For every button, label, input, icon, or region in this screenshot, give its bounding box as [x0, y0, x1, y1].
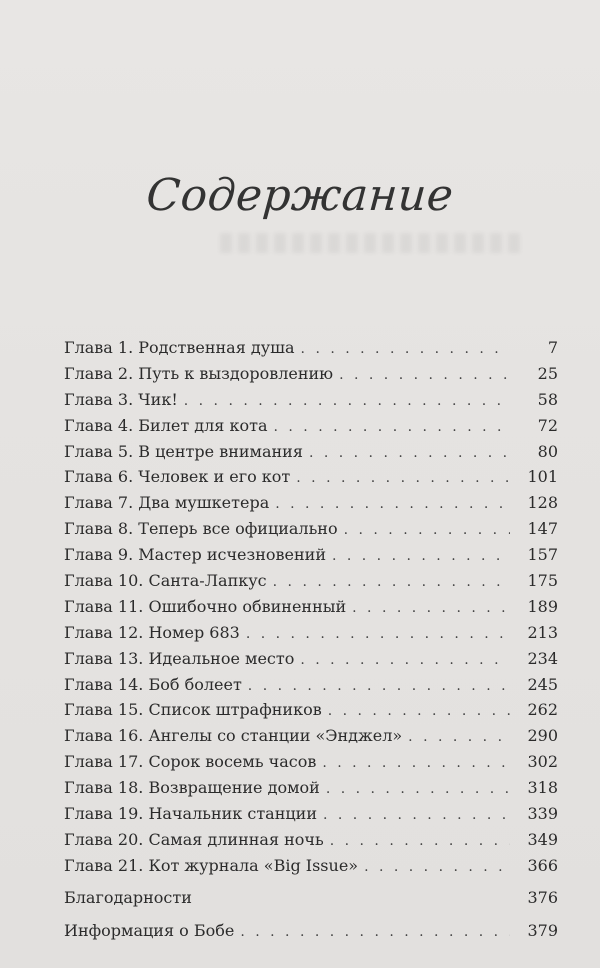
toc-entry-title: Глава 17. Сорок восемь часов [64, 752, 317, 772]
dot-leader [332, 544, 510, 570]
toc-entry-page: 349 [527, 829, 558, 849]
toc-entry-chapter-4 [64, 413, 558, 439]
toc-entry-chapter-14 [64, 672, 558, 698]
toc-entry-page: 339 [527, 804, 558, 824]
dot-leader [240, 919, 510, 946]
toc-entry-page: 213 [527, 622, 558, 642]
toc-entry-title: Глава 19. Начальник станции [64, 804, 317, 824]
dot-leader [328, 699, 510, 725]
dot-leader [184, 389, 510, 415]
toc-entry-title: Глава 20. Самая длинная ночь [64, 829, 324, 849]
toc-entry-chapter-11 [64, 594, 558, 620]
dot-leader [344, 518, 510, 544]
toc-entry-page: 245 [527, 674, 558, 694]
toc-entry-page: 262 [527, 700, 558, 720]
toc-entry-chapter-18 [64, 775, 558, 801]
toc-entry-title: Глава 2. Путь к выздоровлению [64, 363, 334, 383]
dot-leader [339, 363, 510, 389]
table-of-contents [64, 335, 558, 879]
toc-entry-page: 376 [527, 888, 558, 907]
toc-entry-page: 58 [537, 389, 558, 409]
toc-entry-title: Глава 15. Список штрафников [64, 700, 322, 720]
toc-entry-chapter-2 [64, 361, 558, 387]
toc-entry-chapter-3 [64, 387, 558, 413]
toc-entry-title: Глава 16. Ангелы со станции «Энджел» [64, 726, 403, 746]
toc-entry-page: 101 [527, 467, 558, 487]
toc-entry-page: 175 [527, 571, 558, 591]
toc-entry-title: Глава 9. Мастер исчезновений [64, 545, 326, 565]
toc-entry-page: 25 [537, 363, 558, 383]
toc-entry-title: Глава 3. Чик! [64, 389, 178, 409]
toc-entry-title: Глава 21. Кот журнала «Big Issue» [64, 855, 359, 875]
toc-entry-page: 189 [527, 596, 558, 616]
dot-leader [323, 803, 510, 829]
toc-entry-chapter-8 [64, 516, 558, 542]
show-through-ink [220, 233, 520, 253]
toc-entry-page: 72 [537, 415, 558, 435]
toc-entry-title: Глава 1. Родственная душа [64, 338, 295, 357]
toc-entry-chapter-6 [64, 464, 558, 490]
dot-leader [273, 570, 510, 596]
dot-leader [322, 751, 510, 777]
dot-leader [246, 622, 510, 648]
toc-entry-chapter-12 [64, 620, 558, 646]
toc-entry-chapter-16 [64, 723, 558, 749]
toc-entry-title: Глава 10. Санта-Лапкус [64, 571, 267, 591]
dot-leader [300, 648, 510, 674]
toc-entry-title: Благодарности [64, 888, 192, 907]
dot-leader [274, 415, 511, 441]
dot-leader [364, 855, 510, 881]
dot-leader [326, 777, 510, 803]
toc-entry-page: 80 [537, 441, 558, 461]
toc-entry-acknowledgements [64, 884, 558, 911]
toc-entry-chapter-20 [64, 827, 558, 853]
toc-entry-chapter-7 [64, 490, 558, 516]
toc-entry-title: Глава 18. Возвращение домой [64, 778, 320, 798]
dot-leader [309, 441, 510, 467]
toc-entry-page: 234 [527, 648, 558, 668]
toc-entry-page: 302 [527, 752, 558, 772]
toc-entry-page: 290 [527, 726, 558, 746]
page-title: Содержание [144, 170, 456, 221]
toc-entry-chapter-21 [64, 853, 558, 879]
toc-entry-chapter-5 [64, 439, 558, 465]
toc-entry-title: Информация о Бобе [64, 921, 235, 940]
toc-entry-chapter-13 [64, 646, 558, 672]
toc-entry-title: Глава 8. Теперь все официально [64, 519, 338, 539]
toc-entry-chapter-9 [64, 542, 558, 568]
toc-entry-title: Глава 12. Номер 683 [64, 622, 240, 642]
toc-entry-chapter-17 [64, 749, 558, 775]
toc-entry-chapter-10 [64, 568, 558, 594]
toc-entry-about-bob [64, 917, 558, 944]
toc-entry-page: 318 [527, 778, 558, 798]
dot-leader [408, 725, 510, 751]
toc-entry-title: Глава 14. Боб болеет [64, 674, 242, 694]
dot-leader [301, 337, 510, 363]
toc-entry-page: 366 [527, 855, 558, 875]
toc-entry-chapter-15 [64, 697, 558, 723]
dot-leader [296, 466, 510, 492]
toc-entry-chapter-19 [64, 801, 558, 827]
dot-leader [275, 492, 510, 518]
toc-entry-title: Глава 13. Идеальное место [64, 648, 295, 668]
dot-leader [330, 829, 510, 855]
back-matter-list [64, 884, 558, 944]
toc-entry-title: Глава 11. Ошибочно обвиненный [64, 596, 347, 616]
toc-entry-page: 7 [547, 338, 558, 357]
toc-entry-page: 128 [527, 493, 558, 513]
toc-entry-title: Глава 5. В центре внимания [64, 441, 303, 461]
toc-entry-title: Глава 7. Два мушкетера [64, 493, 270, 513]
dot-leader [352, 596, 510, 622]
toc-entry-title: Глава 6. Человек и его кот [64, 467, 291, 487]
toc-entry-chapter-1 [64, 335, 558, 361]
toc-entry-page: 157 [527, 545, 558, 565]
toc-entry-page: 379 [527, 921, 558, 940]
toc-entry-title: Глава 4. Билет для кота [64, 415, 268, 435]
dot-leader [248, 674, 510, 700]
toc-entry-page: 147 [527, 519, 558, 539]
